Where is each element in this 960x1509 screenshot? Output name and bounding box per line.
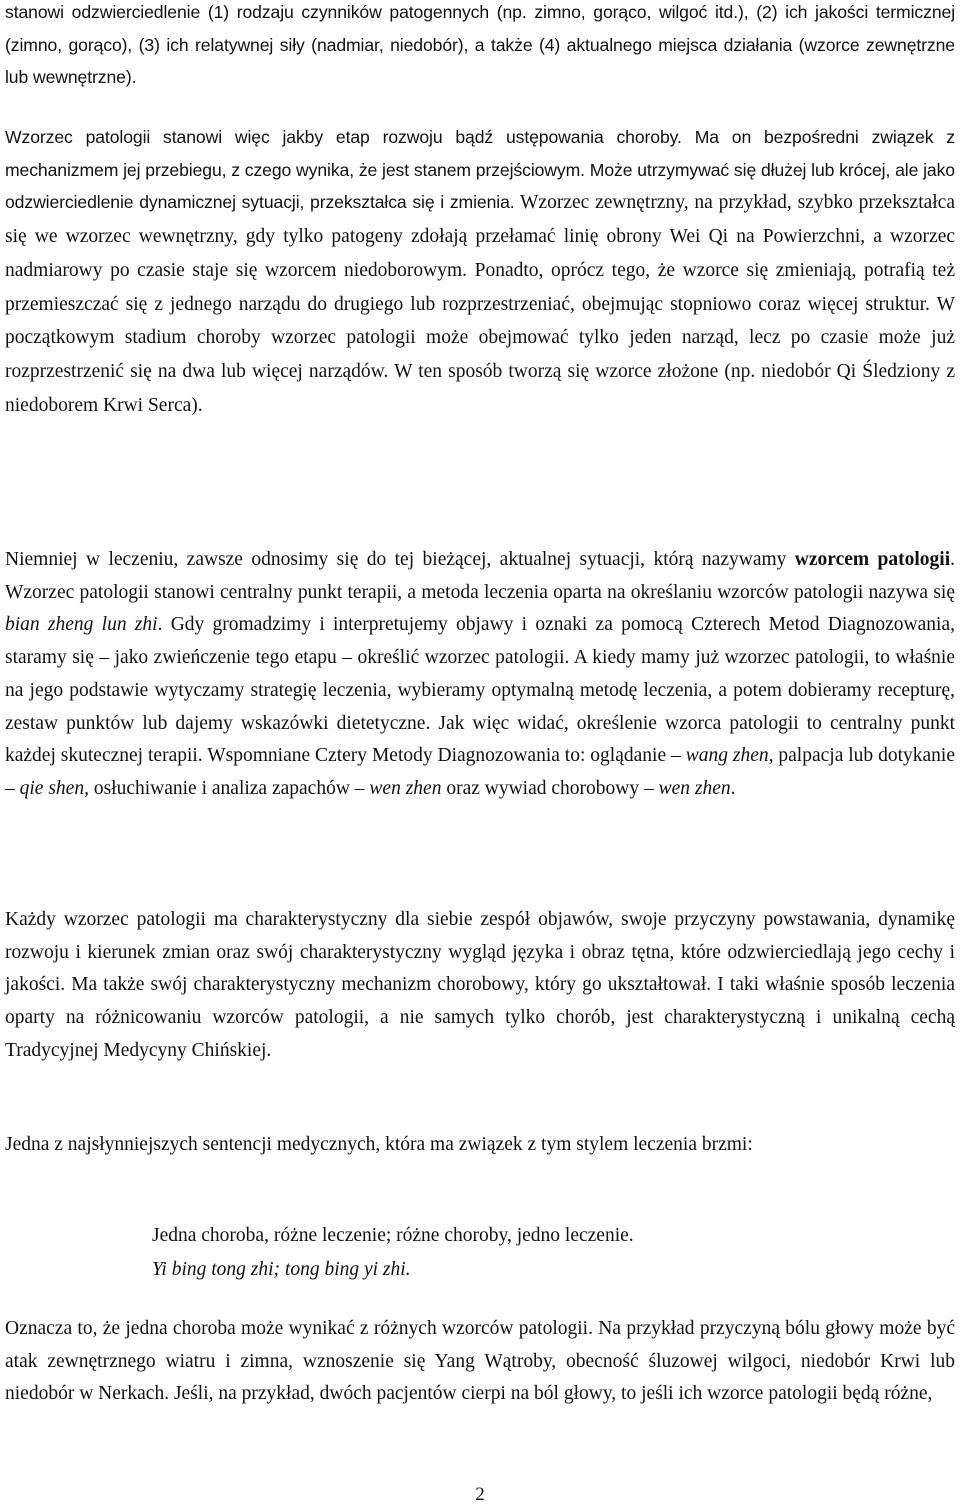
italic-term-wen-zhen-2: wen zhen — [658, 777, 731, 799]
paragraph-headache-example — [5, 1313, 955, 1411]
paragraph-text: oraz wywiad chorobowy – — [441, 777, 659, 799]
paragraph-text: . Gdy gromadzimy i interpretujemy objawy i oznaki za pomocą Czterech Metod Diagnozowania, staramy się – jako zwieńczenie tego etapu – określić wzorzec patologii. A kiedy mamy już wzorzec patologii, to właśnie na jego podstawie wytyczamy strategię leczenia, wybieramy optymalną metodę leczenia, a potem dobieramy recepturę, zestaw punktów lub dajemy wskazówki dietetyczne. Jak więc widać, określenie wzorca patologii to centralny punkt każdej skutecznej terapii. Wspomniane Cztery Metody Diagnozowania to: oglądanie – — [5, 614, 955, 767]
quote-line-pinyin: Yi bing tong zhi; tong bing yi zhi. — [152, 1259, 411, 1280]
paragraph-text: stanowi odzwierciedlenie (1) rodzaju czynników patogennych (np. zimno, gorąco, wilgoć itd.), (2) ich jakości termicznej (zimno, gorąco), (3) ich relatywnej siły (nadmiar, niedobór), a także (4) aktualnego miejsca działania (wzorce zewnętrzne lub wewnętrzne). — [5, 2, 955, 88]
paragraph-pattern-stage — [5, 121, 955, 422]
paragraph-causes-continuation — [5, 0, 955, 94]
paragraph-text: , osłuchiwanie i analiza zapachów – — [84, 777, 370, 799]
paragraph-text: Każdy wzorzec patologii ma charakterystyczny dla siebie zespół objawów, swoje przyczyny powstawania, dynamikę rozwoju i kierunek zmian oraz swój charakterystyczny wygląd języka i obraz tętna, które odzwierciedlają jego cechy i jakości. Ma także swój charakterystyczny mechanizm chorobowy, który go ukształtował. I taki właśnie sposób leczenia oparty na różnicowaniu wzorców patologii, a nie samych tylko chorób, jest charakterystyczną i unikalną cechą Tradycyjnej Medycyny Chińskiej. — [5, 909, 955, 1061]
quote-polish — [152, 1220, 912, 1253]
italic-term-qie-shen: qie shen — [19, 777, 85, 799]
italic-term-wang-zhen: wang zhen — [685, 745, 769, 767]
italic-term-wen-zhen-1: wen zhen — [369, 777, 442, 799]
italic-term-bian-zheng-lun-zhi: bian zheng lun zhi — [5, 614, 158, 636]
paragraph-treatment — [5, 544, 955, 806]
paragraph-text: , palpacja lub dotykanie – — [5, 745, 955, 799]
paragraph-text-serif: Wzorzec zewnętrzny, na przykład, szybko przekształca się we wzorzec wewnętrzny, gdy tylko patogeny zdołają przełamać linię obrony Wei Qi na Powierzchni, a wzorzec nadmiarowy po czasie staje się wzorcem niedoborowym. Ponadto, oprócz tego, że wzorce się zmieniają, potrafią też przemieszczać się z jednego narządu do drugiego lub rozprzestrzeniać, obejmując stopniowo coraz więcej struktur. W początkowym stadium choroby wzorzec patologii może obejmować tylko jeden narząd, lecz po czasie może już rozprzestrzenić się na dwa lub więcej narządów. W ten sposób tworzą się wzorce złożone (np. niedobór Qi Śledziony z niedoborem Krwi Serca). — [5, 192, 955, 416]
paragraph-text: Jedna z najsłynniejszych sentencji medycznych, która ma związek z tym stylem leczenia brzmi: — [5, 1134, 753, 1155]
bold-term-wzorzec-patologii: wzorcem patologii — [794, 549, 951, 570]
paragraph-text: Niemniej w leczeniu, zawsze odnosimy się do tej bieżącej, aktualnej sytuacji, którą nazywamy — [5, 549, 795, 570]
quote-pinyin — [152, 1254, 912, 1287]
paragraph-text: Oznacza to, że jedna choroba może wynikać z różnych wzorców patologii. Na przykład przyczyną bólu głowy może być atak zewnętrznego wiatru i zimna, wznoszenie się Yang Wątroby, obecność śluzowej wilgoci, niedobór Krwi lub niedobór w Nerkach. Jeśli, na przykład, dwóch pacjentów cierpi na ból głowy, to jeśli ich wzorce patologii będą różne, — [5, 1318, 955, 1405]
paragraph-pattern-characteristics — [5, 904, 955, 1068]
paragraph-famous-sentence-intro — [5, 1129, 955, 1162]
quote-line-polish: Jedna choroba, różne leczenie; różne choroby, jedno leczenie. — [152, 1225, 634, 1246]
page-number: 2 — [475, 1484, 485, 1505]
paragraph-text: . — [730, 777, 736, 799]
paragraph-text-sans: Wzorzec patologii stanowi więc jakby etap rozwoju bądź ustępowania choroby. Ma on bezpośredni związek z mechanizmem jej przebiegu, z czego wynika, że jest stanem przejściowym. Może utrzymywać się dłużej lub krócej, ale jako odzwierciedlenie dynamicznej sytuacji, przekształca się i zmienia. — [5, 127, 955, 213]
paragraph-text: . Wzorzec patologii stanowi centralny punkt terapii, a metoda leczenia oparta na określaniu wzorców patologii nazywa się — [5, 549, 956, 603]
